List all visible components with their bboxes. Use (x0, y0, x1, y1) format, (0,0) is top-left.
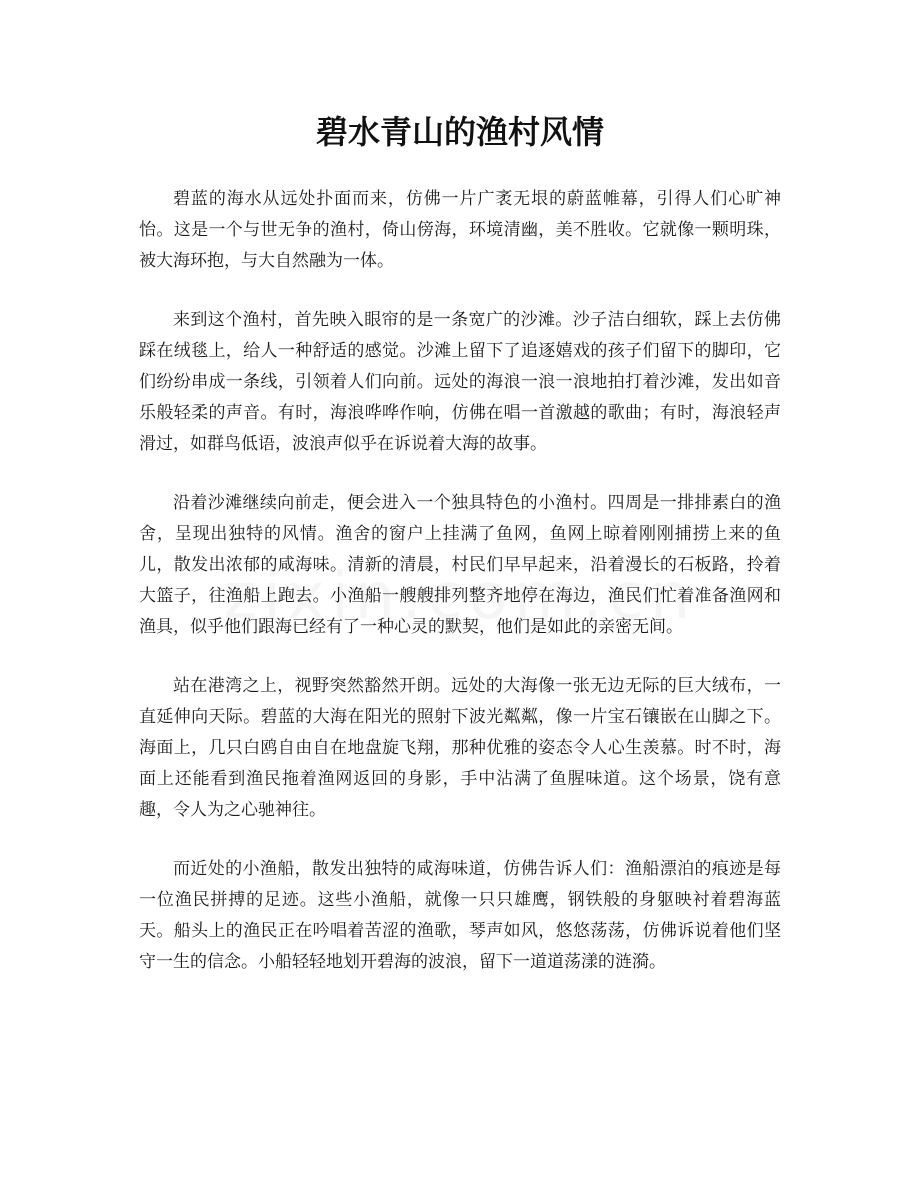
paragraph: 站在港湾之上，视野突然豁然开朗。远处的大海像一张无边无际的巨大绒布，一直延伸向天际。碧蓝的大海在阳光的照射下波光粼粼，像一片宝石镶嵌在山脚之下。海面上，几只白鸥自由自在地盘旋飞翔，那种优雅的姿态令人心生羡慕。时不时，海面上还能看到渔民拖着渔网返回的身影，手中沾满了鱼腥味道。这个场景，饶有意趣，令人为之心驰神往。 (139, 676, 781, 820)
document-body (139, 184, 781, 1006)
document-title: 碧水青山的渔村风情 (315, 113, 604, 151)
paragraph: 来到这个渔村，首先映入眼帘的是一条宽广的沙滩。沙子洁白细软，踩上去仿佛踩在绒毯上，给人一种舒适的感觉。沙滩上留下了追逐嬉戏的孩子们留下的脚印，它们纷纷串成一条线，引领着人们向前。远处的海浪一浪一浪地拍打着沙滩，发出如音乐般轻柔的声音。有时，海浪哗哗作响，仿佛在唱一首激越的歌曲；有时，海浪轻声滑过，如群鸟低语，波浪声似乎在诉说着大海的故事。 (139, 310, 781, 454)
paragraph: 碧蓝的海水从远处扑面而来，仿佛一片广袤无垠的蔚蓝帷幕，引得人们心旷神怡。这是一个与世无争的渔村，倚山傍海，环境清幽，美不胜收。它就像一颗明珠，被大海环抱，与大自然融为一体。 (139, 189, 781, 271)
paragraph: 而近处的小渔船，散发出独特的咸海味道，仿佛告诉人们：渔船漂泊的痕迹是每一位渔民拼搏的足迹。这些小渔船，就像一只只雄鹰，钢铁般的身躯映衬着碧海蓝天。船头上的渔民正在吟唱着苦涩的渔歌，琴声如风，悠悠荡荡，仿佛诉说着他们坚守一生的信念。小船轻轻地划开碧海的波浪，留下一道道荡漾的涟漪。 (139, 859, 781, 972)
paragraph: 沿着沙滩继续向前走，便会进入一个独具特色的小渔村。四周是一排排素白的渔舍，呈现出独特的风情。渔舍的窗户上挂满了鱼网，鱼网上晾着刚刚捕捞上来的鱼儿，散发出浓郁的咸海味。清新的清晨，村民们早早起来，沿着漫长的石板路，拎着大篮子，往渔船上跑去。小渔船一艘艘排列整齐地停在海边，渔民们忙着准备渔网和渔具，似乎他们跟海已经有了一种心灵的默契，他们是如此的亲密无间。 (139, 493, 781, 637)
